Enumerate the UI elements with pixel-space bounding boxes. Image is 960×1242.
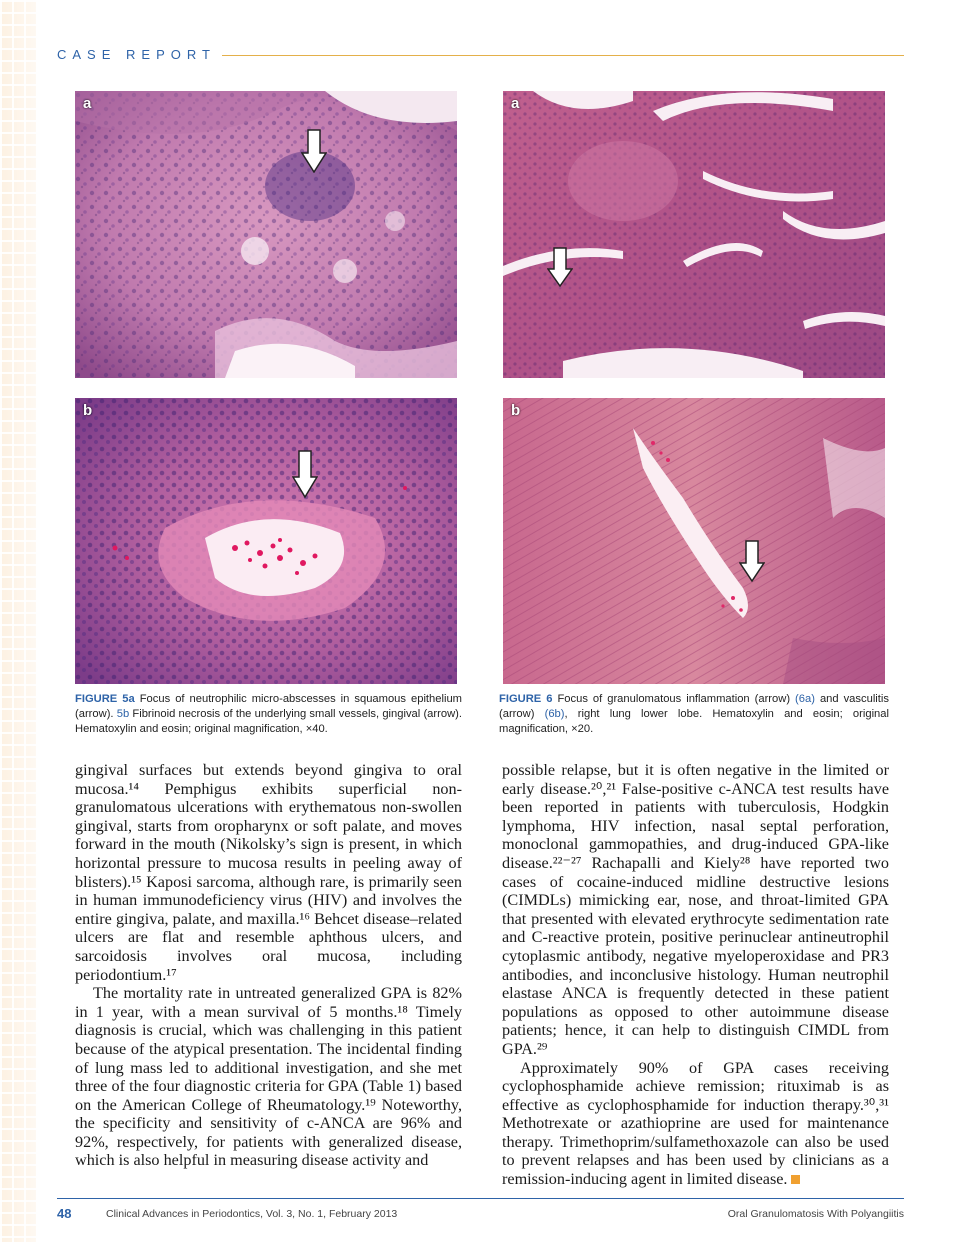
down-arrow-icon bbox=[739, 540, 765, 582]
figure-6a-ref: (6a) bbox=[795, 693, 815, 705]
header-rule bbox=[222, 55, 904, 56]
figure-6b-ref: (6b) bbox=[544, 708, 565, 720]
panel-label: a bbox=[511, 95, 520, 112]
decorative-grid-fade bbox=[0, 0, 36, 1242]
paragraph: The mortality rate in untreated generalized GPA is 82% in 1 year, with a mean survival of 5 months.¹⁸ Timely diagnosis is crucial, which was challenging in this patient because of the atypical presentation. The incidental finding of lung mass led to additional investigation, and she met three of the four diagnostic criteria for GPA (Table 1) based on the American College of Rheumatology.¹⁹ Noteworthy, the specificity and sensitivity of c-ANCA are 96% and 92%, respectively, for patients with generalized disease, which is also helpful in measuring disease activity and bbox=[75, 984, 462, 1170]
caption-text: Focus of granulomatous inflammation (arrow) bbox=[552, 693, 796, 705]
figure-6-label: FIGURE 6 bbox=[499, 693, 553, 705]
figure-6-caption bbox=[499, 692, 889, 737]
paragraph bbox=[502, 1059, 889, 1189]
panel-label: b bbox=[83, 402, 93, 419]
figure-5-caption bbox=[75, 692, 462, 737]
figure-6b-micrograph bbox=[503, 398, 885, 684]
end-of-article-mark bbox=[791, 1175, 800, 1184]
body-column-right bbox=[502, 761, 889, 1189]
caption-text: Focus of neutrophilic micro-abscesses in squamous epithelium (arrow). bbox=[75, 693, 462, 720]
caption-text: , right lung lower lobe. Hematoxylin and eosin; original magnification, ×20. bbox=[499, 708, 889, 735]
down-arrow-icon bbox=[547, 247, 573, 287]
paragraph: possible relapse, but it is often negative in the limited or early disease.²⁰,²¹ False-positive c-ANCA test results have been reported in patients with tuberculosis, Hodgkin lymphoma, HIV infection, nasal septal perforation, monoclonal gammopathies, and drug-induced GPA-like disease.²²⁻²⁷ Rachapalli and Kiely²⁸ have reported two cases of cocaine-induced midline destructive lesions (CIMDLs) mimicking ear, nose, and throat-limited GPA that presented with elevated erythrocyte sedimentation rate and C-reactive protein, positive perinuclear antineutrophil cytoplasmic antibody, negative myeloperoxidase and PR3 antibodies, and inconclusive histology. Human neutrophil elastase ANCA is frequently detected in these patient populations as opposed to other autoimmune disease patients; hence, it can help to distinguish CIMDL from GPA.²⁹ bbox=[502, 761, 889, 1058]
running-title: Oral Granulomatosis With Polyangiitis bbox=[727, 1208, 904, 1220]
figure-5-label: FIGURE 5a bbox=[75, 693, 135, 705]
panel-label: b bbox=[511, 402, 521, 419]
figure-6a-micrograph bbox=[503, 91, 885, 378]
paragraph: gingival surfaces but extends beyond gingiva to oral mucosa.¹⁴ Pemphigus exhibits superficial non-granulomatous ulcerations with erythematous non-swollen gingival, starts from oropharynx or soft palate, and moves forward in the mouth (Nikolsky’s sign is present, in which horizontal pressure to mucosa results in peeling away of blisters).¹⁵ Kaposi sarcoma, although rare, is primarily seen in human immunodeficiency virus (HIV) and involves the entire gingiva, palate, and maxilla.¹⁶ Behcet disease–related ulcers are flat and resemble aphthous ulcers, and sarcoidosis involves oral mucosa, including periodontium.¹⁷ bbox=[75, 761, 462, 984]
figure-5b-micrograph bbox=[75, 398, 457, 684]
figure-5a-micrograph bbox=[75, 91, 457, 378]
body-column-left bbox=[75, 761, 462, 1170]
panel-label: a bbox=[83, 95, 92, 112]
caption-text: Fibrinoid necrosis of the underlying small vessels, gingival (arrow). Hematoxylin and eosin; original magnification, ×40. bbox=[75, 708, 462, 735]
footer-rule bbox=[57, 1198, 904, 1199]
down-arrow-icon bbox=[292, 450, 318, 498]
paragraph-text: Approximately 90% of GPA cases receiving cyclophosphamide achieve remission; rituximab is as effective as cyclophosphamide for induction therapy.³⁰,³¹ Methotrexate or azathioprine are used for maintenance therapy. Trimethoprim/sulfamethoxazole can also be used to prevent relapses and has been used by clinicians as a remission-inducing agent in limited disease. bbox=[502, 1058, 889, 1189]
journal-citation: Clinical Advances in Periodontics, Vol. 3, No. 1, February 2013 bbox=[106, 1208, 398, 1220]
page-number: 48 bbox=[57, 1206, 72, 1221]
down-arrow-icon bbox=[301, 129, 327, 173]
section-label: CASE REPORT bbox=[57, 47, 216, 62]
caption-text: and vasculitis (arrow) bbox=[499, 693, 889, 720]
figure-5b-ref: 5b bbox=[116, 708, 130, 720]
